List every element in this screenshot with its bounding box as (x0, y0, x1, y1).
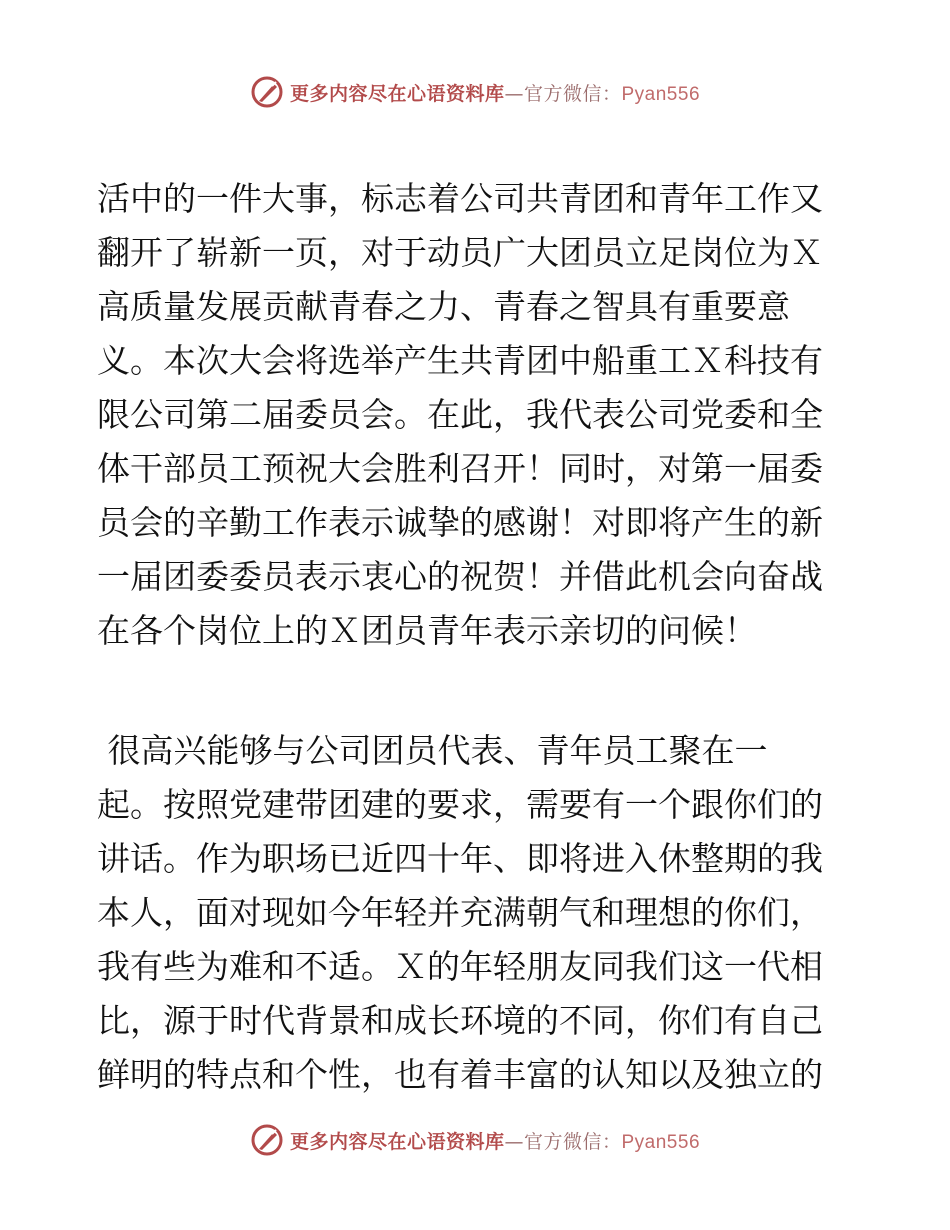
text-line: 比，源于时代背景和成长环境的不同，你们有自己 (97, 1001, 823, 1040)
text-line: 我有些为难和不适。Ｘ的年轻朋友同我们这一代相 (97, 947, 823, 986)
paragraph-2 (97, 670, 857, 1102)
text-line: 限公司第二届委员会。在此，我代表公司党委和全 (97, 395, 823, 434)
footer-wechat-id: Pyan556 (621, 1131, 701, 1153)
quill-pen-logo-icon (250, 1123, 284, 1157)
text-line: 很高兴能够与公司团员代表、青年员工聚在一 (97, 731, 768, 770)
header-wechat-id: Pyan556 (621, 83, 701, 105)
header-text (290, 79, 700, 106)
header-wechat-label: 官方微信： (523, 82, 622, 105)
footer-banner (0, 1120, 950, 1160)
header-site-name: 更多内容尽在心语资料库 (289, 82, 505, 105)
header-banner (0, 72, 950, 112)
text-line: 一届团委委员表示衷心的祝贺！并借此机会向奋战 (97, 557, 823, 596)
text-line: 起。按照党建带团建的要求，需要有一个跟你们的 (97, 785, 823, 824)
footer-wechat-label: 官方微信： (523, 1130, 622, 1153)
footer-text (290, 1127, 700, 1154)
text-line: 义。本次大会将选举产生共青团中船重工Ｘ科技有 (97, 341, 823, 380)
text-line: 本人，面对现如今年轻并充满朝气和理想的你们， (97, 893, 823, 932)
text-line: 翻开了崭新一页，对于动员广大团员立足岗位为Ｘ (97, 233, 823, 272)
text-line: 体干部员工预祝大会胜利召开！同时，对第一届委 (97, 449, 823, 488)
text-line: 讲话。作为职场已近四十年、即将进入休整期的我 (97, 839, 823, 878)
footer-separator: — (504, 1130, 524, 1153)
text-line: 活中的一件大事，标志着公司共青团和青年工作又 (97, 179, 823, 218)
text-line: 在各个岗位上的Ｘ团员青年表示亲切的问候！ (97, 611, 757, 650)
document-body (97, 118, 857, 1102)
quill-pen-logo-icon (250, 75, 284, 109)
text-line: 鲜明的特点和个性，也有着丰富的认知以及独立的 (97, 1055, 823, 1094)
text-line: 高质量发展贡献青春之力、青春之智具有重要意 (97, 287, 790, 326)
header-separator: — (504, 82, 524, 105)
text-line: 员会的辛勤工作表示诚挚的感谢！对即将产生的新 (97, 503, 823, 542)
paragraph-1 (97, 118, 857, 658)
footer-site-name: 更多内容尽在心语资料库 (289, 1130, 505, 1153)
